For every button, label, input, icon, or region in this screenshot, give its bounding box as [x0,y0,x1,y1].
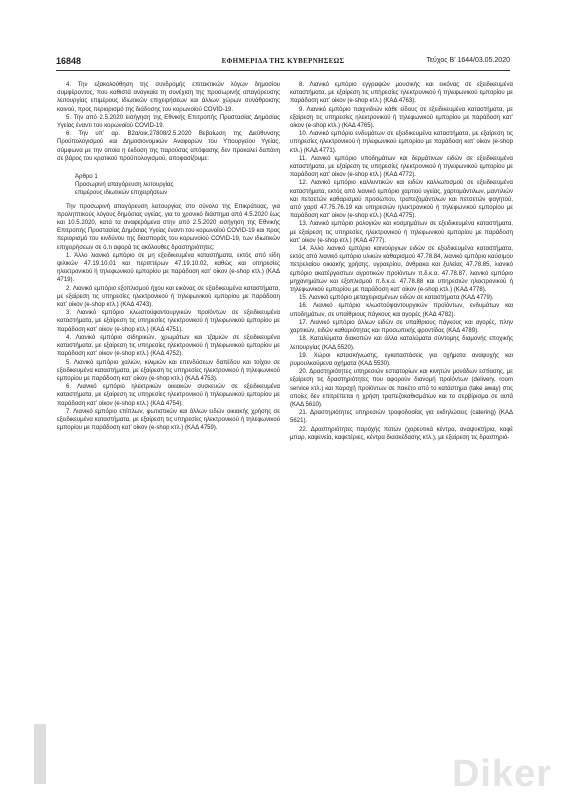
list-item: 7. Λιανικό εμπόριο επίπλων, φωτιστικών και άλλων ειδών οικιακής χρήσης σε εξειδικευμένα καταστήματα, με εξαίρεση τις υπηρεσίες ηλεκτρονικού ή τηλεφωνικού εμπορίου με παράδοση κατ’ οίκον (e-shop κτλ.) (ΚΑΔ 4759). [57,408,280,432]
list-item: 9. Λιανικό εμπόριο παιχνιδιών κάθε είδους σε εξειδικευμένα καταστήματα, με εξαίρεση τις υπηρεσίες ηλεκτρονικού ή τηλεφωνικού εμπορίου με παράδοση κατ’ οίκον (e-shop κτλ.) (ΚΑΔ 4765). [290,106,513,130]
list-item: 4. Λιανικό εμπόριο σιδηρικών, χρωμάτων και τζαμιών σε εξειδικευμένα καταστήματα, με εξαίρεση τις υπηρεσίες ηλεκτρονικού ή τηλεφωνικού εμπορίου με παράδοση κατ’ οίκον (e-shop κτλ.) (ΚΑΔ 4752). [57,334,280,358]
header-rule [56,70,510,71]
list-item: 1. Άλλο λιανικό εμπόριο σε μη εξειδικευμένα καταστήματα, εκτός από είδη ψιλικών 47.19.10.01 και περιπτέρων 47.19.10.02, καθώς και υπηρεσίες ηλεκτρονικού ή τηλεφωνικού εμπορίου με παράδοση κατ’ οίκον (e-shop κτλ.) (ΚΑΔ 4719). [57,252,280,284]
paragraph: 4. Την εξακολούθηση της συνδρομής επιτακτικών λόγων δημοσίου συμφέροντος, που καθιστά αναγκαία τη συνέχιση της προσωρινής απαγόρευσης λειτουργίας επιμέρους ιδιωτικών επιχειρήσεων και άλλων χώρων συνάθροισης κοινού, προς περιορισμό της διάδοσης του κορωνοϊού COVID-19. [57,82,280,113]
paragraph: Την προσωρινή απαγόρευση λειτουργίας στο σύνολο της Επικράτειας, για προληπτικούς λόγους δημόσιας υγείας, για το χρονικό διάστημα από 4.5.2020 έως και 10.5.2020, κατά τα αναφερόμενα στην από 2.5.2020 εισήγηση της Εθνικής Επιτροπής Προστασίας Δημόσιας Υγείας έναντι του κορωνοϊού COVID-19 και προς περιορισμό του κινδύνου της διασποράς του κορωνοϊού COVID-19, των ιδιωτικών επιχειρήσεων σε ό,τι αφορά τις ακόλουθες δραστηριότητες: [57,203,280,251]
list-item: 12. Λιανικό εμπόριο καλλυντικών και ειδών καλλωπισμού σε εξειδικευμένα καταστήματα, εκτός από λιανικό εμπόριο χαρτιού υγείας, χαρτομάντιλων, μαντιλιών και πετσετών καθαρισμού προσώπου, τραπεζομάντιλων και πετσετών φαγητού, από χαρτί 47.75.76.19 και υπηρεσιών ηλεκτρονικού ή τηλεφωνικού εμπορίου με παράδοση κατ’ οίκον (e-shop κτλ.) (ΚΑΔ 4775). [290,180,513,220]
margin-mark [34,724,46,784]
issue-reference: Τεύχος B’ 1644/03.05.2020 [426,57,510,64]
list-item: 3. Λιανικό εμπόριο κλωστοϋφαντουργικών προϊόντων σε εξειδικευμένα καταστήματα, με εξαίρεση τις υπηρεσίες ηλεκτρονικού ή τηλεφωνικού εμπορίου με παράδοση κατ’ οίκον (e-shop κτλ.) (ΚΑΔ 4751). [57,310,280,333]
right-column [290,81,513,442]
gazette-title: ΕΦΗΜΕΡΙΔΑ ΤΗΣ ΚΥΒΕΡΝΗΣΕΩΣ [221,57,345,65]
page-number: 16848 [56,56,82,66]
list-item: 6. Λιανικό εμπόριο ηλεκτρικών οικιακών συσκευών σε εξειδικευμένα καταστήματα, με εξαίρεση τις υπηρεσίες ηλεκτρονικού ή τηλεφωνικού εμπορίου με παράδοση κατ’ οίκον (e-shop κτλ.) (ΚΑΔ 4754). [57,384,280,407]
watermark-logo: Diker [451,753,552,795]
article-subtitle: επιμέρους ιδιωτικών επιχειρήσεων [75,190,168,197]
list-item: 13. Λιανικό εμπόριο ρολογιών και κοσμημάτων σε εξειδικευμένα καταστήματα, με εξαίρεση τις υπηρεσίες ηλεκτρονικού ή τηλεφωνικού εμπορίου με παράδοση κατ’ οίκον (e-shop κτλ.) (ΚΑΔ 4777). [290,221,513,244]
article-subtitle: Προσωρινή απαγόρευση λειτουργίας [75,182,174,189]
list-item: 11. Λιανικό εμπόριο υποδημάτων και δερμάτινων ειδών σε εξειδικευμένα καταστήματα, με εξαίρεση τις υπηρεσίες ηλεκτρονικού ή τηλεφωνικού εμπορίου με παράδοση κατ’ οίκον (e-shop κτλ.) (ΚΑΔ 4772). [290,155,513,179]
page-header [56,56,510,70]
list-item: 14. Άλλο λιανικό εμπόριο καινούργιων ειδών σε εξειδικευμένα καταστήματα, εκτός από λιανικό εμπόριο υλικών καθαρισμού 47.78.84, λιανικό εμπόριο καύσιμου πετρελαίου οικιακής χρήσης, υγραερίου, άνθρακα και ξυλείας 47.78.85, λιανικό εμπόριο ακατέργαστων αγροτικών προϊόντων π.δ.κ.α. 47.78.87, λιανικό εμπόριο μηχανημάτων και εξοπλισμού π.δ.κ.α. 47.78.88 και υπηρεσιών ηλεκτρονικού ή τηλεφωνικού εμπορίου με παράδοση κατ’ οίκον (e-shop κτλ.) (ΚΑΔ 4778). [290,246,513,294]
list-item: 17. Λιανικό εμπόριο άλλων ειδών σε υπαίθριους πάγκους και αγορές, πλην χαρτικών, ειδών καθαριότητας και προσωπικής φροντίδας (ΚΑΔ 4789). [290,319,513,335]
left-column [57,81,280,432]
list-item: 19. Χώροι κατασκήνωσης, εγκαταστάσεις για οχήματα αναψυχής και ρυμουλκούμενα οχήματα (ΚΑΔ 5530). [290,352,513,367]
article-heading: Άρθρο 1 [75,174,98,181]
list-item: 10. Λιανικό εμπόριο ενδυμάτων σε εξειδικευμένα καταστήματα, με εξαίρεση τις υπηρεσίες ηλεκτρονικού ή τηλεφωνικού εμπορίου με παράδοση κατ’ οίκον (e-shop κτλ.) (ΚΑΔ 4771). [290,131,513,154]
list-item: 8. Λιανικό εμπόριο εγγραφών μουσικής και εικόνας σε εξειδικευμένα καταστήματα, με εξαίρεση τις υπηρεσίες ηλεκτρονικού ή τηλεφωνικού εμπορίου με παράδοση κατ’ οίκον (e-shop κτλ.) (ΚΑΔ 4763). [290,82,513,105]
paragraph: 6. Την υπ’ αρ. Β2α/οικ.27808/2.5.2020 Βεβαίωση της Διεύθυνσης Προϋπολογισμού και Δημοσιονομικών Αναφορών του Υπουργείου Υγείας, σύμφωνα με την οποία η έκδοση της παρούσας απόφασης δεν προκαλεί δαπάνη σε βάρος του κρατικού προϋπολογισμού, αποφασίζουμε: [57,131,280,162]
list-item: 18. Καταλύματα διακοπών και άλλα καταλύματα σύντομης διαμονής εποχικής λειτουργίας (ΚΑΔ 5520). [290,336,513,351]
paragraph: 5. Την από 2.5.2020 εισήγηση της Εθνικής Επιτροπής Προστασίας Δημόσιας Υγείας έναντι του κορωνοϊού COVID-19. [57,114,280,130]
list-item: 22. Δραστηριότητες παροχής ποτών (χορευτικά κέντρα, αναψυκτήρια, καφέ μπαρ, καφενεία, καφετέριες, κέντρα διασκέδασης κτλ.), με εξαίρεση τις δραστηριό- [290,426,513,441]
list-item: 5. Λιανικό εμπόριο χαλιών, κιλιμιών και επενδύσεων δαπέδου και τοίχου σε εξειδικευμένα καταστήματα, με εξαίρεση τις υπηρεσίες ηλεκτρονικού ή τηλεφωνικού εμπορίου με παράδοση κατ’ οίκον (e-shop κτλ.) (ΚΑΔ 4753). [57,359,280,382]
list-item: 21. Δραστηριότητες υπηρεσιών τροφοδοσίας για εκδηλώσεις (catering) (ΚΑΔ 5621). [290,410,513,425]
list-item: 20. Δραστηριότητες υπηρεσιών εστιατορίων και κινητών μονάδων εστίασης, με εξαίρεση τις δραστηριότητες που αφορούν διανομή προϊόντων (delivery, room service κτλ.) και παροχή προϊόντων σε πακέτο από το κατάστημα (take away) στις οποίες δεν επιτρέπεται η χρήση τραπεζοκαθισμάτων και το σερβίρισμα σε αυτά (ΚΑΔ 5610). [290,369,513,408]
list-item: 16. Λιανικό εμπόριο κλωστοϋφαντουργικών προϊόντων, ενδυμάτων και υποδημάτων, σε υπαίθριους πάγκους και αγορές (ΚΑΔ 4782). [290,303,513,318]
list-item: 2. Λιανικό εμπόριο εξοπλισμού ήχου και εικόνας σε εξειδικευμένα καταστήματα, με εξαίρεση τις υπηρεσίες ηλεκτρονικού ή τηλεφωνικού εμπορίου με παράδοση κατ’ οίκον (e-shop κτλ.) (ΚΑΔ 4743). [57,285,280,309]
list-item: 15. Λιανικό εμπόριο μεταχειρισμένων ειδών σε καταστήματα (ΚΑΔ 4779). [299,295,494,302]
